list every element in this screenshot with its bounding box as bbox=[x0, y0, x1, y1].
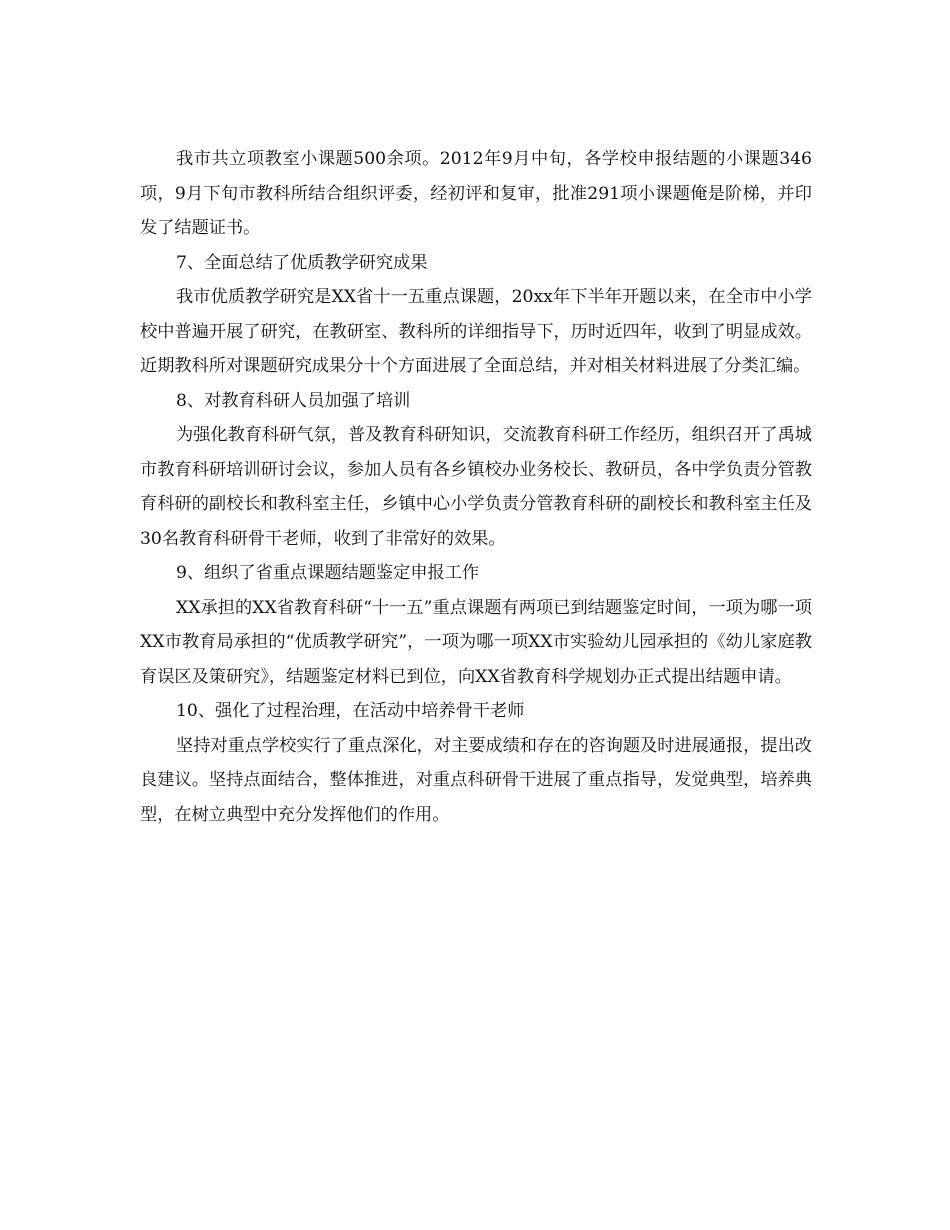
document-body bbox=[140, 142, 812, 832]
heading-section-9: 9、组织了省重点课题结题鉴定申报工作 bbox=[176, 563, 480, 583]
paragraph-section-7: 我市优质教学研究是XX省十一五重点课题，20xx年下半年开题以来，在全市中小学校中普遍开展了研究，在教研室、教科所的详细指导下，历时近四年，收到了明显成效。近期教科所对课题研究成果分十个方面进展了全面总结，并对相关材料进展了分类汇编。 bbox=[140, 287, 812, 376]
paragraph-section-8: 为强化教育科研气氛，普及教育科研知识，交流教育科研工作经历，组织召开了禹城市教育科研培训研讨会议，参加人员有各乡镇校办业务校长、教研员，各中学负责分管教育科研的副校长和教科室主任，乡镇中心小学负责分管教育科研的副校长和教科室主任及30名教育科研骨干老师，收到了非常好的效果。 bbox=[140, 425, 812, 549]
paragraph-section-10: 坚持对重点学校实行了重点深化，对主要成绩和存在的咨询题及时进展通报，提出改良建议。坚持点面结合，整体推进，对重点科研骨干进展了重点指导，发觉典型，培养典型，在树立典型中充分发挥他们的作用。 bbox=[140, 735, 812, 825]
heading-section-8: 8、对教育科研人员加强了培训 bbox=[176, 390, 411, 411]
heading-section-10: 10、强化了过程治理，在活动中培养骨干老师 bbox=[176, 701, 525, 721]
paragraph-section-9: XX承担的XX省教育科研“十一五”重点课题有两项已到结题鉴定时间，一项为哪一项XX市教育局承担的“优质教学研究”，一项为哪一项XX市实验幼儿园承担的《幼儿家庭教育误区及策研究》，结题鉴定材料已到位，向XX省教育科学规划办正式提出结题申请。 bbox=[140, 597, 812, 687]
heading-section-7: 7、全面总结了优质教学研究成果 bbox=[176, 252, 428, 273]
paragraph-project-summary: 我市共立项教室小课题500余项。2012年9月中旬，各学校申报结题的小课题346项，9月下旬市教科所结合组织评委，经初评和复审，批准291项小课题俺是阶梯，并印发了结题证书。 bbox=[140, 149, 812, 238]
